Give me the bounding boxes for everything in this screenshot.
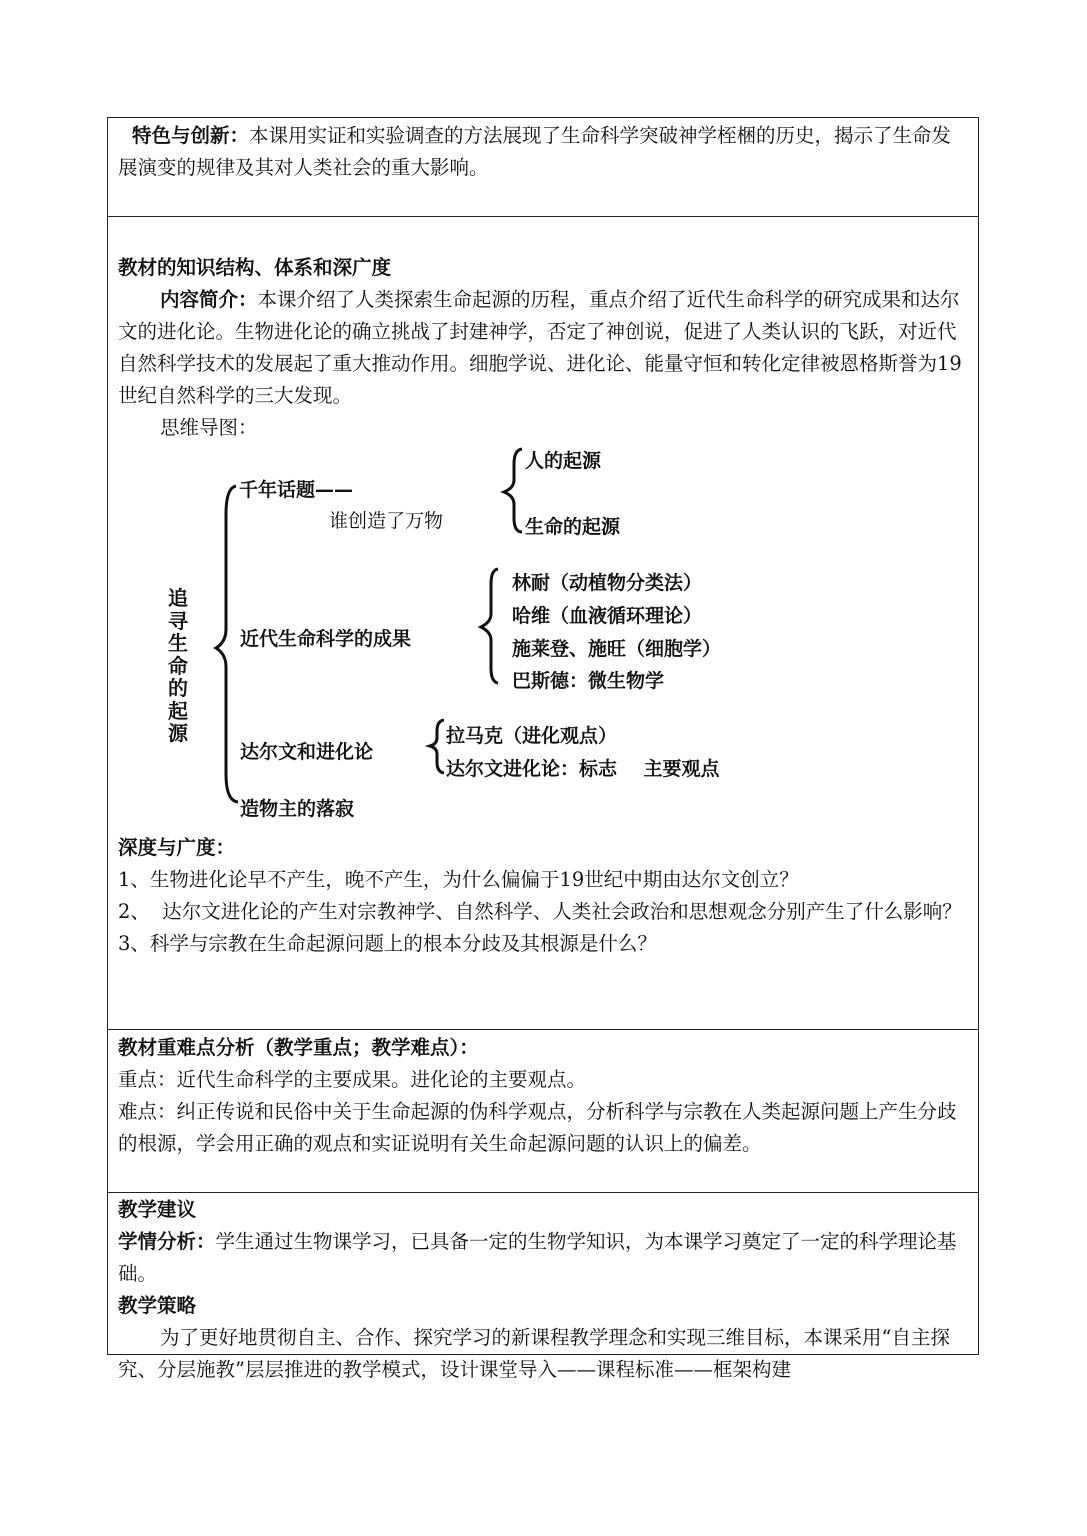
science-item: 施莱登、施旺（细胞学） xyxy=(512,638,722,660)
darwin-item: 拉马克（进化观点） xyxy=(446,725,618,747)
branch-topic-sub: 谁创造了万物 xyxy=(329,510,444,532)
science-item: 林耐（动植物分类法） xyxy=(512,572,703,594)
knowledge-structure-cell xyxy=(107,217,979,1030)
key-point: 重点：近代生命科学的主要成果。进化论的主要观点。 xyxy=(118,1068,587,1091)
mindmap-label: 思维导图： xyxy=(160,416,258,439)
intro-heading: 内容简介： xyxy=(160,288,258,311)
science-item: 哈维（血液循环理论） xyxy=(512,605,703,627)
origin-item: 人的起源 xyxy=(525,450,602,472)
question-item: 2、 达尔文进化论的产生对宗教神学、自然科学、人类社会政治和思想观念分别产生了什么影响？ xyxy=(118,900,962,923)
suggestions-title: 教学建议 xyxy=(118,1198,197,1221)
mindmap xyxy=(118,444,968,844)
intro-paragraph xyxy=(118,284,968,412)
strategy-text: 为了更好地贯彻自主、合作、探究学习的新课程教学理念和实现三维目标，本课采用“自主探究、分层施教”层层推进的教学模式，设计课堂导入——课程标准——框架构建 xyxy=(118,1326,950,1381)
depth-title: 深度与广度： xyxy=(118,836,236,859)
features-paragraph xyxy=(118,120,968,184)
knowledge-structure-title: 教材的知识结构、体系和深广度 xyxy=(118,256,392,279)
analysis-text: 学生通过生物课学习，已具备一定的生物学知识，为本课学习奠定了一定的科学理论基础。 xyxy=(118,1230,957,1285)
darwin-brace xyxy=(430,720,444,773)
analysis-paragraph xyxy=(118,1226,968,1290)
lesson-plan-table xyxy=(107,117,979,1381)
root-brace xyxy=(216,486,238,802)
branch-science: 近代生命科学的成果 xyxy=(240,628,412,650)
features-heading: 特色与创新： xyxy=(132,124,250,147)
features-cell xyxy=(107,117,979,217)
branch-creator: 造物主的落寂 xyxy=(240,798,355,820)
question-item: 1、生物进化论早不产生，晚不产生，为什么偏偏于19世纪中期由达尔文创立？ xyxy=(118,868,799,891)
question-item: 3、科学与宗教在生命起源问题上的根本分歧及其根源是什么？ xyxy=(118,932,657,955)
features-text: 本课用实证和实验调查的方法展现了生命科学突破神学桎梱的历史，揭示了生命发展演变的规律及其对人类社会的重大影响。 xyxy=(118,124,952,179)
teaching-suggestions-cell xyxy=(107,1193,979,1381)
branch-topic: 千年话题—— xyxy=(239,479,354,501)
darwin-item: 达尔文进化论：标志 主要观点 xyxy=(446,758,720,780)
strategy-title: 教学策略 xyxy=(118,1294,197,1317)
key-points-title: 教材重难点分析（教学重点；教学难点）： xyxy=(118,1036,479,1059)
key-points-cell xyxy=(107,1030,979,1193)
origin-brace xyxy=(504,449,522,532)
branch-darwin: 达尔文和进化论 xyxy=(240,741,374,763)
difficult-point: 难点：纠正传说和民俗中关于生命起源的伪科学观点，分析科学与宗教在人类起源问题上产生分歧的根源，学会用正确的观点和实证说明有关生命起源问题的认识上的偏差。 xyxy=(118,1100,957,1155)
science-item: 巴斯德：微生物学 xyxy=(512,670,665,692)
analysis-heading: 学情分析： xyxy=(118,1230,216,1253)
science-brace xyxy=(481,569,498,683)
origin-item: 生命的起源 xyxy=(525,516,621,538)
mindmap-root: 追寻生命的起源 xyxy=(168,586,188,745)
intro-text: 本课介绍了人类探索生命起源的历程，重点介绍了近代生命科学的研究成果和达尔文的进化论。生物进化论的确立挑战了封建神学，否定了神创说，促进了人类认识的飞跃，对近代自然科学技术的发展起了重大推动作用。细胞学说、进化论、能量守恒和转化定律被恩格斯誉为19世纪自然科学的三大发现。 xyxy=(118,288,962,407)
